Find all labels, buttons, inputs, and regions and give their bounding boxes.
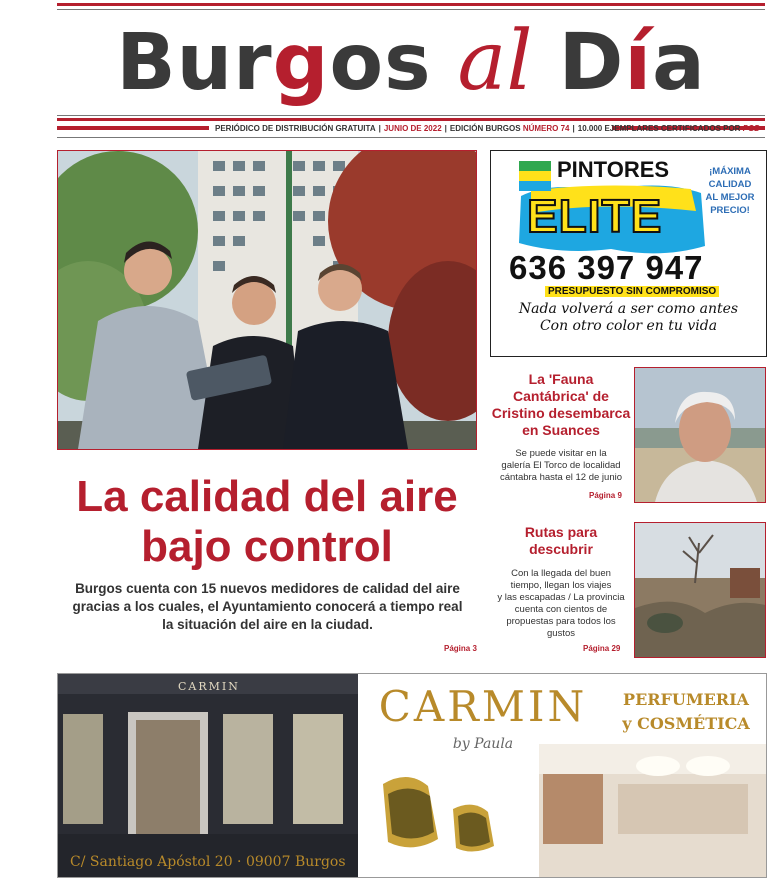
side-story-1-photo bbox=[634, 367, 766, 503]
edition-info: PERIÓDICO DE DISTRIBUCIÓN GRATUITA | JUNIO DE 2022 | EDICIÓN BURGOS NÚMERO 74 | 10.000 EJEMPLARES CERTIFICADOS POR PGD bbox=[215, 124, 761, 133]
info-rule-top bbox=[57, 115, 765, 116]
side-story-2-text: Con la llegada del buen tiempo, llegan los viajes y las escapadas / La provincia cuenta con cientos de propuestas para todos los gustos bbox=[497, 568, 625, 639]
top-rule-thin bbox=[57, 9, 765, 10]
side-story-1-title[interactable]: La 'Fauna Cantábrica' de Cristino desembarca en Suances bbox=[491, 371, 631, 438]
side-story-2-title[interactable]: Rutas para descubrir bbox=[524, 524, 598, 557]
main-headline[interactable]: La calidad del aire bajo control bbox=[76, 472, 458, 571]
slogan-right: ¡MÁXIMA CALIDAD AL MEJOR PRECIO! bbox=[705, 166, 755, 216]
side-story-2-page-ref[interactable]: Página 29 bbox=[583, 644, 621, 653]
ad-pintores-elite[interactable] bbox=[490, 150, 767, 357]
info-rule-bottom bbox=[57, 137, 765, 138]
budget-label: PRESUPUESTO SIN COMPROMISO bbox=[545, 286, 719, 297]
pgd-logo: PGD bbox=[742, 124, 761, 133]
carmin-category: PERFUMERIA y COSMÉTICA bbox=[622, 690, 750, 733]
main-page-ref[interactable]: Página 3 bbox=[444, 644, 477, 653]
masthead-word-burgos: Burgos bbox=[116, 18, 432, 108]
pintores-label: PINTORES bbox=[557, 157, 670, 182]
side-story-1-text: Se puede visitar en la galería El Torco de localidad cántabra hasta el 12 de junio bbox=[499, 448, 622, 483]
main-lead: Burgos cuenta con 15 nuevos medidores de calidad del aire gracias a los cuales, el Ayuntamiento conocerá a tiempo real la situación del aire en la ciudad. bbox=[72, 581, 463, 632]
carmin-address[interactable]: C/ Santiago Apóstol 20 · 09007 Burgos bbox=[70, 854, 346, 870]
pintores-phone[interactable]: 636 397 947 bbox=[509, 249, 704, 286]
info-rule-red bbox=[57, 118, 765, 121]
main-story-photo bbox=[57, 150, 477, 450]
portrait-illustration bbox=[635, 368, 765, 502]
carmin-brand: CARMIN bbox=[378, 682, 588, 731]
masthead-word-al: al bbox=[457, 14, 533, 109]
main-photo-illustration bbox=[58, 151, 476, 449]
info-rule-left bbox=[57, 126, 209, 130]
carmin-brand-sub: by Paula bbox=[452, 736, 514, 752]
top-rule bbox=[57, 3, 765, 6]
elite-label: ELITE bbox=[527, 190, 663, 242]
pintores-tagline: Nada volverá a ser como antes Con otro color en tu vida bbox=[518, 301, 739, 334]
storefront-sign: CARMIN bbox=[178, 680, 240, 693]
masthead-word-dia: Día bbox=[558, 18, 706, 108]
side-story-2-photo bbox=[634, 522, 766, 658]
masthead bbox=[57, 14, 765, 122]
ad-carmin[interactable] bbox=[57, 673, 767, 878]
landscape-illustration bbox=[635, 523, 765, 657]
side-story-1-page-ref[interactable]: Página 9 bbox=[589, 491, 622, 500]
